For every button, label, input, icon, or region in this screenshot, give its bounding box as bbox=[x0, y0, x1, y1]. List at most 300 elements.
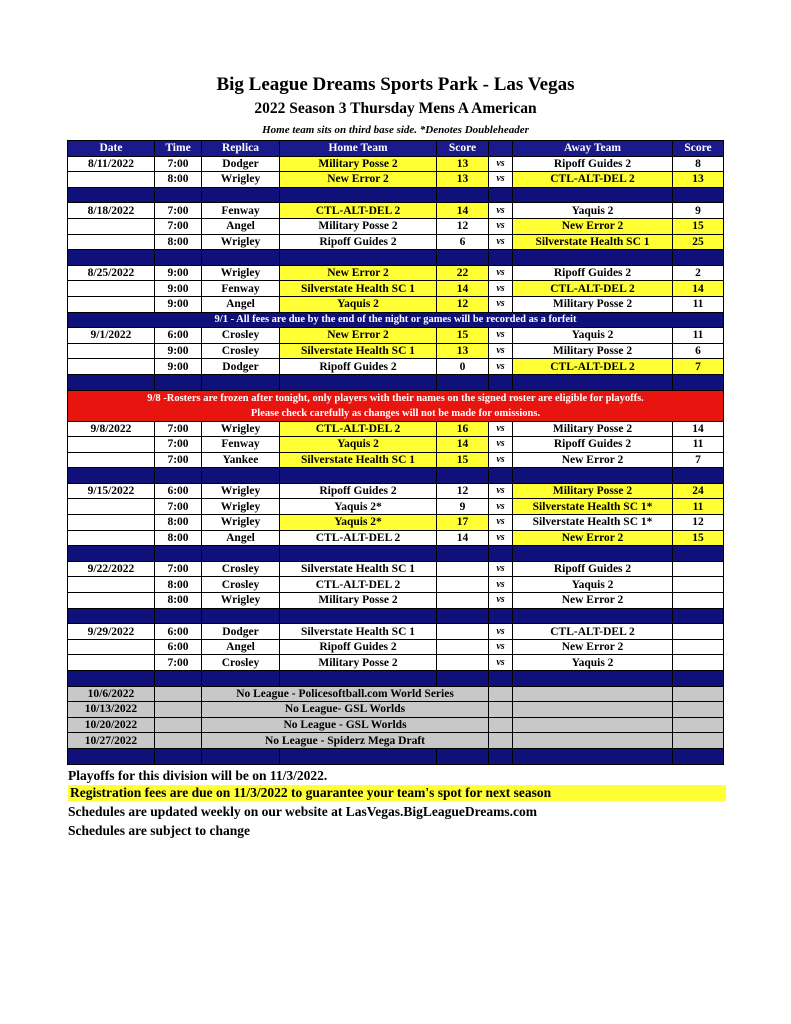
away-team: Military Posse 2 bbox=[513, 343, 673, 359]
away-score: 12 bbox=[673, 515, 724, 531]
away-team: Military Posse 2 bbox=[513, 296, 673, 312]
home-team: Yaquis 2* bbox=[280, 515, 437, 531]
game-date: 9/29/2022 bbox=[68, 624, 155, 640]
game-replica: Wrigley bbox=[202, 593, 280, 609]
empty-cell bbox=[489, 717, 513, 733]
spacer-row bbox=[68, 187, 724, 203]
away-score: 11 bbox=[673, 499, 724, 515]
away-team: Military Posse 2 bbox=[513, 483, 673, 499]
spacer-cell bbox=[202, 671, 280, 687]
game-date bbox=[68, 530, 155, 546]
away-team: Military Posse 2 bbox=[513, 421, 673, 437]
home-score: 12 bbox=[437, 218, 489, 234]
empty-cell bbox=[513, 686, 673, 702]
vs-label: vs bbox=[489, 515, 513, 531]
away-team: CTL-ALT-DEL 2 bbox=[513, 359, 673, 375]
spacer-cell bbox=[489, 468, 513, 484]
spacer-cell bbox=[68, 546, 155, 562]
spacer-cell bbox=[673, 748, 724, 764]
spacer-cell bbox=[437, 748, 489, 764]
spacer-cell bbox=[202, 187, 280, 203]
spacer-cell bbox=[673, 546, 724, 562]
game-time: 7:00 bbox=[155, 203, 202, 219]
table-row bbox=[68, 655, 724, 671]
playoffs-note: Playoffs for this division will be on 11/3/2022. bbox=[68, 768, 328, 783]
vs-label: vs bbox=[489, 437, 513, 453]
game-time: 7:00 bbox=[155, 156, 202, 172]
col-header-away-team: Away Team bbox=[513, 141, 673, 157]
game-replica: Crosley bbox=[202, 328, 280, 344]
away-team: Silverstate Health SC 1* bbox=[513, 499, 673, 515]
away-team: Ripoff Guides 2 bbox=[513, 561, 673, 577]
roster-alert-line-2: Please check carefully as changes will not be made for omissions. bbox=[250, 407, 541, 419]
col-header-vs bbox=[489, 141, 513, 157]
table-row bbox=[68, 421, 724, 437]
game-time: 6:00 bbox=[155, 483, 202, 499]
game-date: 10/27/2022 bbox=[68, 733, 155, 749]
game-replica: Dodger bbox=[202, 359, 280, 375]
game-time: 7:00 bbox=[155, 499, 202, 515]
away-team: Silverstate Health SC 1* bbox=[513, 515, 673, 531]
game-replica: Fenway bbox=[202, 281, 280, 297]
empty-cell bbox=[155, 717, 202, 733]
empty-cell bbox=[513, 733, 673, 749]
spacer-cell bbox=[673, 187, 724, 203]
game-replica: Crosley bbox=[202, 343, 280, 359]
away-score bbox=[673, 639, 724, 655]
game-date: 9/22/2022 bbox=[68, 561, 155, 577]
game-date: 10/13/2022 bbox=[68, 702, 155, 718]
away-team: Ripoff Guides 2 bbox=[513, 265, 673, 281]
game-time: 6:00 bbox=[155, 639, 202, 655]
spacer-cell bbox=[155, 250, 202, 266]
vs-label: vs bbox=[489, 483, 513, 499]
table-row bbox=[68, 218, 724, 234]
spacer-cell bbox=[437, 374, 489, 390]
spacer-cell bbox=[437, 250, 489, 266]
table-row bbox=[68, 593, 724, 609]
home-score: 15 bbox=[437, 328, 489, 344]
spacer-cell bbox=[437, 671, 489, 687]
away-team: CTL-ALT-DEL 2 bbox=[513, 281, 673, 297]
empty-cell bbox=[155, 702, 202, 718]
spacer-cell bbox=[280, 187, 437, 203]
away-score: 15 bbox=[673, 218, 724, 234]
spacer-row bbox=[68, 748, 724, 764]
home-team: Ripoff Guides 2 bbox=[280, 483, 437, 499]
game-replica: Wrigley bbox=[202, 421, 280, 437]
col-header-time: Time bbox=[155, 141, 202, 157]
page-title: Big League Dreams Sports Park - Las Vegas bbox=[216, 74, 575, 95]
no-league-row bbox=[68, 717, 724, 733]
game-time: 9:00 bbox=[155, 281, 202, 297]
game-replica: Wrigley bbox=[202, 515, 280, 531]
no-league-text: No League - GSL Worlds bbox=[202, 717, 489, 733]
table-row bbox=[68, 530, 724, 546]
game-date bbox=[68, 234, 155, 250]
home-score bbox=[437, 561, 489, 577]
vs-label: vs bbox=[489, 561, 513, 577]
spacer-cell bbox=[280, 608, 437, 624]
game-time: 9:00 bbox=[155, 343, 202, 359]
spacer-cell bbox=[155, 546, 202, 562]
no-league-row bbox=[68, 702, 724, 718]
home-team: Ripoff Guides 2 bbox=[280, 234, 437, 250]
spacer-cell bbox=[155, 608, 202, 624]
table-row bbox=[68, 483, 724, 499]
home-team: Military Posse 2 bbox=[280, 593, 437, 609]
vs-label: vs bbox=[489, 593, 513, 609]
fees-notice: 9/1 - All fees are due by the end of the night or games will be recorded as a forfeit bbox=[68, 312, 724, 328]
game-date: 9/1/2022 bbox=[68, 328, 155, 344]
home-team: Military Posse 2 bbox=[280, 655, 437, 671]
game-replica: Fenway bbox=[202, 203, 280, 219]
home-team: Silverstate Health SC 1 bbox=[280, 343, 437, 359]
spacer-cell bbox=[489, 671, 513, 687]
vs-label: vs bbox=[489, 343, 513, 359]
spacer-cell bbox=[202, 468, 280, 484]
home-score: 14 bbox=[437, 281, 489, 297]
game-time: 6:00 bbox=[155, 328, 202, 344]
home-team: CTL-ALT-DEL 2 bbox=[280, 421, 437, 437]
away-score bbox=[673, 577, 724, 593]
spacer-cell bbox=[489, 374, 513, 390]
home-team: Military Posse 2 bbox=[280, 156, 437, 172]
roster-alert bbox=[68, 390, 724, 421]
spacer-row bbox=[68, 250, 724, 266]
vs-label: vs bbox=[489, 639, 513, 655]
registration-note: Registration fees are due on 11/3/2022 to guarantee your team's spot for next season bbox=[68, 785, 726, 801]
home-score: 16 bbox=[437, 421, 489, 437]
away-team: Yaquis 2 bbox=[513, 328, 673, 344]
away-score: 24 bbox=[673, 483, 724, 499]
spacer-cell bbox=[513, 546, 673, 562]
spacer-row bbox=[68, 374, 724, 390]
empty-cell bbox=[489, 686, 513, 702]
spacer-cell bbox=[673, 374, 724, 390]
spacer-cell bbox=[280, 374, 437, 390]
game-date bbox=[68, 437, 155, 453]
away-score bbox=[673, 593, 724, 609]
empty-cell bbox=[489, 733, 513, 749]
empty-cell bbox=[673, 717, 724, 733]
game-replica: Wrigley bbox=[202, 172, 280, 188]
spacer-cell bbox=[280, 546, 437, 562]
table-row bbox=[68, 328, 724, 344]
home-team: CTL-ALT-DEL 2 bbox=[280, 203, 437, 219]
game-time: 7:00 bbox=[155, 452, 202, 468]
no-league-text: No League- GSL Worlds bbox=[202, 702, 489, 718]
home-team: CTL-ALT-DEL 2 bbox=[280, 530, 437, 546]
col-header-home-team: Home Team bbox=[280, 141, 437, 157]
game-replica: Wrigley bbox=[202, 483, 280, 499]
game-replica: Crosley bbox=[202, 655, 280, 671]
spacer-cell bbox=[673, 608, 724, 624]
vs-label: vs bbox=[489, 296, 513, 312]
no-league-text: No League - Policesoftball.com World Series bbox=[202, 686, 489, 702]
vs-label: vs bbox=[489, 452, 513, 468]
spacer-cell bbox=[68, 748, 155, 764]
spacer-cell bbox=[489, 187, 513, 203]
home-team: Silverstate Health SC 1 bbox=[280, 624, 437, 640]
away-score: 9 bbox=[673, 203, 724, 219]
away-team: New Error 2 bbox=[513, 593, 673, 609]
empty-cell bbox=[513, 717, 673, 733]
col-header-replica: Replica bbox=[202, 141, 280, 157]
spacer-cell bbox=[489, 546, 513, 562]
game-date bbox=[68, 499, 155, 515]
away-score: 15 bbox=[673, 530, 724, 546]
table-row bbox=[68, 437, 724, 453]
no-league-row bbox=[68, 733, 724, 749]
away-score: 7 bbox=[673, 359, 724, 375]
game-date: 10/20/2022 bbox=[68, 717, 155, 733]
page-note: Home team sits on third base side. *Denotes Doubleheader bbox=[262, 124, 529, 136]
away-team: Ripoff Guides 2 bbox=[513, 156, 673, 172]
home-score: 6 bbox=[437, 234, 489, 250]
spacer-cell bbox=[280, 671, 437, 687]
home-team: Silverstate Health SC 1 bbox=[280, 281, 437, 297]
game-replica: Dodger bbox=[202, 624, 280, 640]
home-score: 15 bbox=[437, 452, 489, 468]
home-team: Ripoff Guides 2 bbox=[280, 639, 437, 655]
spacer-cell bbox=[202, 608, 280, 624]
away-score: 14 bbox=[673, 281, 724, 297]
away-score: 11 bbox=[673, 437, 724, 453]
col-header-away-score: Score bbox=[673, 141, 724, 157]
notice-row bbox=[68, 312, 724, 328]
table-row bbox=[68, 624, 724, 640]
game-replica: Crosley bbox=[202, 561, 280, 577]
game-time: 8:00 bbox=[155, 593, 202, 609]
game-date bbox=[68, 655, 155, 671]
vs-label: vs bbox=[489, 421, 513, 437]
home-team: Military Posse 2 bbox=[280, 218, 437, 234]
away-team: Ripoff Guides 2 bbox=[513, 437, 673, 453]
spacer-cell bbox=[513, 671, 673, 687]
game-date bbox=[68, 452, 155, 468]
home-score: 13 bbox=[437, 343, 489, 359]
away-score: 25 bbox=[673, 234, 724, 250]
home-score: 22 bbox=[437, 265, 489, 281]
vs-label: vs bbox=[489, 281, 513, 297]
away-score: 6 bbox=[673, 343, 724, 359]
table-row bbox=[68, 156, 724, 172]
home-score: 14 bbox=[437, 437, 489, 453]
home-score: 13 bbox=[437, 172, 489, 188]
vs-label: vs bbox=[489, 172, 513, 188]
home-score: 12 bbox=[437, 483, 489, 499]
home-team: CTL-ALT-DEL 2 bbox=[280, 577, 437, 593]
home-score: 13 bbox=[437, 156, 489, 172]
away-team: Silverstate Health SC 1 bbox=[513, 234, 673, 250]
empty-cell bbox=[513, 702, 673, 718]
game-replica: Angel bbox=[202, 296, 280, 312]
table-header-row bbox=[68, 141, 724, 157]
away-team: New Error 2 bbox=[513, 452, 673, 468]
table-row bbox=[68, 172, 724, 188]
schedule-table bbox=[67, 140, 724, 765]
vs-label: vs bbox=[489, 655, 513, 671]
spacer-cell bbox=[280, 468, 437, 484]
spacer-cell bbox=[489, 748, 513, 764]
roster-alert-line-1: 9/8 -Rosters are frozen after tonight, only players with their names on the signed roster are eligible for playoffs. bbox=[147, 392, 644, 404]
spacer-cell bbox=[673, 250, 724, 266]
spacer-cell bbox=[437, 546, 489, 562]
col-header-home-score: Score bbox=[437, 141, 489, 157]
away-team: Yaquis 2 bbox=[513, 577, 673, 593]
game-time: 8:00 bbox=[155, 515, 202, 531]
subject-note: Schedules are subject to change bbox=[68, 823, 250, 838]
game-time: 6:00 bbox=[155, 624, 202, 640]
game-time: 7:00 bbox=[155, 437, 202, 453]
game-date bbox=[68, 359, 155, 375]
home-score: 0 bbox=[437, 359, 489, 375]
spacer-cell bbox=[202, 374, 280, 390]
spacer-cell bbox=[68, 608, 155, 624]
table-row bbox=[68, 234, 724, 250]
away-score: 13 bbox=[673, 172, 724, 188]
game-date: 10/6/2022 bbox=[68, 686, 155, 702]
empty-cell bbox=[673, 733, 724, 749]
no-league-row bbox=[68, 686, 724, 702]
home-score: 14 bbox=[437, 530, 489, 546]
table-row bbox=[68, 452, 724, 468]
vs-label: vs bbox=[489, 234, 513, 250]
empty-cell bbox=[673, 702, 724, 718]
vs-label: vs bbox=[489, 577, 513, 593]
spacer-cell bbox=[68, 671, 155, 687]
website-note: Schedules are updated weekly on our website at LasVegas.BigLeagueDreams.com bbox=[68, 804, 538, 819]
game-date bbox=[68, 296, 155, 312]
vs-label: vs bbox=[489, 265, 513, 281]
spacer-cell bbox=[437, 468, 489, 484]
table-row bbox=[68, 639, 724, 655]
col-header-date: Date bbox=[68, 141, 155, 157]
game-date bbox=[68, 172, 155, 188]
empty-cell bbox=[489, 702, 513, 718]
game-time: 7:00 bbox=[155, 655, 202, 671]
game-date bbox=[68, 281, 155, 297]
away-team: Yaquis 2 bbox=[513, 655, 673, 671]
spacer-cell bbox=[155, 671, 202, 687]
spacer-cell bbox=[68, 187, 155, 203]
away-team: New Error 2 bbox=[513, 639, 673, 655]
away-score bbox=[673, 561, 724, 577]
away-score: 11 bbox=[673, 328, 724, 344]
game-date bbox=[68, 593, 155, 609]
away-score: 14 bbox=[673, 421, 724, 437]
game-replica: Angel bbox=[202, 530, 280, 546]
spacer-cell bbox=[513, 374, 673, 390]
game-replica: Dodger bbox=[202, 156, 280, 172]
game-replica: Wrigley bbox=[202, 234, 280, 250]
game-date bbox=[68, 639, 155, 655]
home-team: New Error 2 bbox=[280, 328, 437, 344]
empty-cell bbox=[155, 686, 202, 702]
table-row bbox=[68, 359, 724, 375]
spacer-cell bbox=[68, 250, 155, 266]
vs-label: vs bbox=[489, 530, 513, 546]
table-row bbox=[68, 499, 724, 515]
game-date: 8/18/2022 bbox=[68, 203, 155, 219]
vs-label: vs bbox=[489, 203, 513, 219]
spacer-cell bbox=[513, 608, 673, 624]
home-team: Yaquis 2* bbox=[280, 499, 437, 515]
spacer-row bbox=[68, 671, 724, 687]
table-row bbox=[68, 265, 724, 281]
away-team: Yaquis 2 bbox=[513, 203, 673, 219]
spacer-cell bbox=[513, 187, 673, 203]
game-replica: Angel bbox=[202, 639, 280, 655]
home-team: New Error 2 bbox=[280, 265, 437, 281]
home-score bbox=[437, 577, 489, 593]
spacer-cell bbox=[68, 374, 155, 390]
page-subtitle: 2022 Season 3 Thursday Mens A American bbox=[254, 100, 537, 117]
game-date: 8/25/2022 bbox=[68, 265, 155, 281]
game-date bbox=[68, 343, 155, 359]
spacer-cell bbox=[202, 250, 280, 266]
spacer-cell bbox=[280, 250, 437, 266]
spacer-cell bbox=[513, 748, 673, 764]
spacer-cell bbox=[513, 468, 673, 484]
home-score: 9 bbox=[437, 499, 489, 515]
game-time: 9:00 bbox=[155, 265, 202, 281]
table-row bbox=[68, 561, 724, 577]
spacer-row bbox=[68, 468, 724, 484]
spacer-cell bbox=[202, 748, 280, 764]
home-team: Yaquis 2 bbox=[280, 437, 437, 453]
game-time: 8:00 bbox=[155, 234, 202, 250]
table-row bbox=[68, 343, 724, 359]
away-team: New Error 2 bbox=[513, 218, 673, 234]
vs-label: vs bbox=[489, 156, 513, 172]
game-time: 9:00 bbox=[155, 296, 202, 312]
away-score: 2 bbox=[673, 265, 724, 281]
game-time: 8:00 bbox=[155, 172, 202, 188]
vs-label: vs bbox=[489, 328, 513, 344]
home-score bbox=[437, 639, 489, 655]
game-replica: Angel bbox=[202, 218, 280, 234]
game-date: 8/11/2022 bbox=[68, 156, 155, 172]
home-team: New Error 2 bbox=[280, 172, 437, 188]
away-team: New Error 2 bbox=[513, 530, 673, 546]
game-time: 9:00 bbox=[155, 359, 202, 375]
game-replica: Yankee bbox=[202, 452, 280, 468]
game-date bbox=[68, 515, 155, 531]
spacer-cell bbox=[202, 546, 280, 562]
away-score: 8 bbox=[673, 156, 724, 172]
spacer-cell bbox=[437, 187, 489, 203]
game-time: 7:00 bbox=[155, 218, 202, 234]
game-date bbox=[68, 218, 155, 234]
spacer-cell bbox=[155, 748, 202, 764]
game-replica: Crosley bbox=[202, 577, 280, 593]
game-replica: Fenway bbox=[202, 437, 280, 453]
game-replica: Wrigley bbox=[202, 499, 280, 515]
table-row bbox=[68, 515, 724, 531]
home-score bbox=[437, 624, 489, 640]
spacer-cell bbox=[489, 608, 513, 624]
game-time: 8:00 bbox=[155, 530, 202, 546]
away-score bbox=[673, 624, 724, 640]
game-replica: Wrigley bbox=[202, 265, 280, 281]
home-score bbox=[437, 655, 489, 671]
no-league-text: No League - Spiderz Mega Draft bbox=[202, 733, 489, 749]
spacer-cell bbox=[673, 468, 724, 484]
roster-alert-row bbox=[68, 390, 724, 421]
table-row bbox=[68, 577, 724, 593]
